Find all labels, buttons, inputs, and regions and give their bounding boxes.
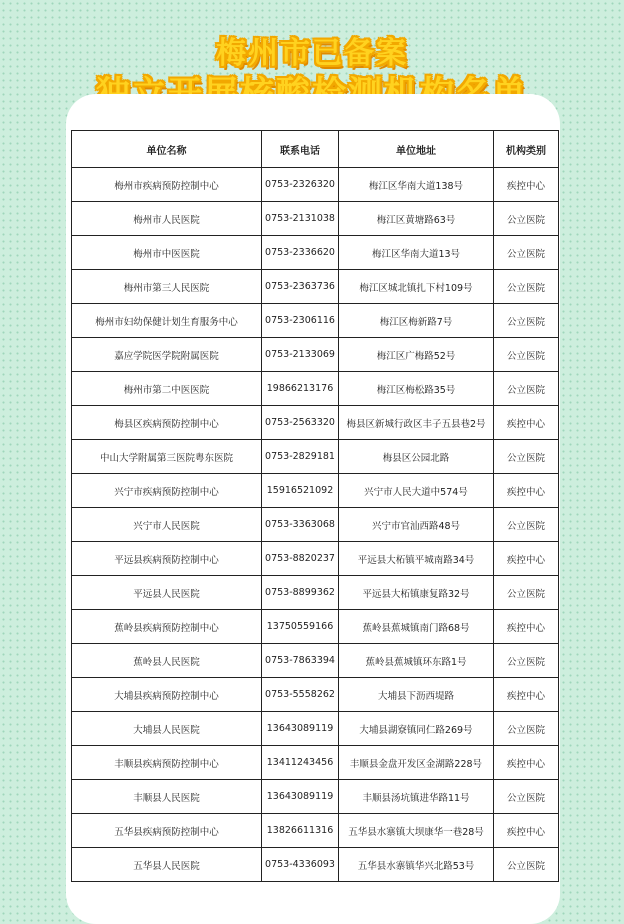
cell-unit-name: 丰顺县疾病预防控制中心 [72,746,262,780]
cell-address: 兴宁市人民大道中574号 [339,474,494,508]
table-row [72,678,559,712]
table-row [72,440,559,474]
cell-phone: 0753-2306116 [262,304,339,338]
cell-unit-name: 蕉岭县疾病预防控制中心 [72,610,262,644]
cell-category: 疾控中心 [494,678,559,712]
table-row [72,542,559,576]
cell-unit-name: 大埔县人民医院 [72,712,262,746]
cell-unit-name: 五华县人民医院 [72,848,262,882]
cell-category: 公立医院 [494,304,559,338]
cell-unit-name: 丰顺县人民医院 [72,780,262,814]
cell-address: 平远县大柘镇平城南路34号 [339,542,494,576]
cell-unit-name: 梅县区疾病预防控制中心 [72,406,262,440]
cell-unit-name: 梅州市第二中医医院 [72,372,262,406]
cell-address: 五华县水寨镇华兴北路53号 [339,848,494,882]
cell-address: 丰顺县汤坑镇进华路11号 [339,780,494,814]
cell-phone: 0753-2131038 [262,202,339,236]
cell-address: 梅江区黄塘路63号 [339,202,494,236]
header-unit-name: 单位名称 [72,131,262,168]
table-row [72,474,559,508]
header-category: 机构类别 [494,131,559,168]
cell-address: 梅江区城北镇扎下村109号 [339,270,494,304]
cell-unit-name: 嘉应学院医学院附属医院 [72,338,262,372]
table-row [72,338,559,372]
table-row [72,372,559,406]
cell-phone: 0753-4336093 [262,848,339,882]
table-row [72,508,559,542]
cell-phone: 0753-8899362 [262,576,339,610]
cell-unit-name: 平远县人民医院 [72,576,262,610]
cell-phone: 0753-7863394 [262,644,339,678]
cell-category: 公立医院 [494,848,559,882]
cell-address: 梅江区华南大道13号 [339,236,494,270]
cell-category: 疾控中心 [494,542,559,576]
institution-table [71,130,559,882]
cell-unit-name: 梅州市妇幼保健计划生育服务中心 [72,304,262,338]
table-row [72,576,559,610]
table-row [72,304,559,338]
cell-category: 公立医院 [494,712,559,746]
cell-phone: 0753-2829181 [262,440,339,474]
table-row [72,780,559,814]
cell-unit-name: 梅州市中医医院 [72,236,262,270]
page-title-line1: 梅州市已备案 [216,36,408,71]
cell-category: 公立医院 [494,338,559,372]
cell-unit-name: 大埔县疾病预防控制中心 [72,678,262,712]
cell-category: 疾控中心 [494,406,559,440]
cell-phone: 0753-2563320 [262,406,339,440]
cell-category: 公立医院 [494,780,559,814]
cell-category: 公立医院 [494,236,559,270]
cell-address: 大埔县下沥西堤路 [339,678,494,712]
cell-category: 疾控中心 [494,168,559,202]
table-row [72,236,559,270]
table-header-row [72,131,559,168]
cell-phone: 19866213176 [262,372,339,406]
header-phone: 联系电话 [262,131,339,168]
cell-address: 大埔县湖寮镇同仁路269号 [339,712,494,746]
cell-address: 梅江区华南大道138号 [339,168,494,202]
cell-phone: 13750559166 [262,610,339,644]
cell-unit-name: 中山大学附属第三医院粤东医院 [72,440,262,474]
table-row [72,168,559,202]
cell-phone: 0753-2336620 [262,236,339,270]
table-row [72,270,559,304]
cell-phone: 13411243456 [262,746,339,780]
cell-address: 蕉岭县蕉城镇南门路68号 [339,610,494,644]
table-row [72,814,559,848]
cell-address: 梅县区新城行政区丰子五县巷2号 [339,406,494,440]
header-address: 单位地址 [339,131,494,168]
cell-phone: 13643089119 [262,780,339,814]
cell-address: 梅江区梅松路35号 [339,372,494,406]
cell-unit-name: 兴宁市疾病预防控制中心 [72,474,262,508]
cell-unit-name: 梅州市疾病预防控制中心 [72,168,262,202]
cell-address: 五华县水寨镇大坝康华一巷28号 [339,814,494,848]
cell-category: 公立医院 [494,440,559,474]
cell-address: 平远县大柘镇康复路32号 [339,576,494,610]
cell-phone: 13826611316 [262,814,339,848]
table-row [72,610,559,644]
cell-phone: 15916521092 [262,474,339,508]
cell-phone: 13643089119 [262,712,339,746]
cell-address: 兴宁市官汕西路48号 [339,508,494,542]
cell-phone: 0753-8820237 [262,542,339,576]
cell-address: 梅江区广梅路52号 [339,338,494,372]
cell-unit-name: 平远县疾病预防控制中心 [72,542,262,576]
cell-phone: 0753-2363736 [262,270,339,304]
cell-address: 梅县区公园北路 [339,440,494,474]
cell-category: 疾控中心 [494,814,559,848]
cell-address: 梅江区梅新路7号 [339,304,494,338]
table-row [72,644,559,678]
cell-category: 公立医院 [494,372,559,406]
cell-unit-name: 梅州市第三人民医院 [72,270,262,304]
cell-address: 丰顺县金盘开发区金湖路228号 [339,746,494,780]
cell-category: 疾控中心 [494,610,559,644]
cell-category: 公立医院 [494,576,559,610]
cell-address: 蕉岭县蕉城镇环东路1号 [339,644,494,678]
cell-category: 公立医院 [494,508,559,542]
cell-category: 疾控中心 [494,474,559,508]
table-row [72,712,559,746]
table-row [72,406,559,440]
cell-category: 疾控中心 [494,746,559,780]
cell-unit-name: 蕉岭县人民医院 [72,644,262,678]
cell-phone: 0753-2326320 [262,168,339,202]
cell-category: 公立医院 [494,202,559,236]
cell-category: 公立医院 [494,270,559,304]
table-row [72,202,559,236]
cell-phone: 0753-3363068 [262,508,339,542]
cell-phone: 0753-2133069 [262,338,339,372]
cell-unit-name: 五华县疾病预防控制中心 [72,814,262,848]
cell-unit-name: 兴宁市人民医院 [72,508,262,542]
cell-phone: 0753-5558262 [262,678,339,712]
table-row [72,746,559,780]
table-row [72,848,559,882]
cell-category: 公立医院 [494,644,559,678]
cell-unit-name: 梅州市人民医院 [72,202,262,236]
